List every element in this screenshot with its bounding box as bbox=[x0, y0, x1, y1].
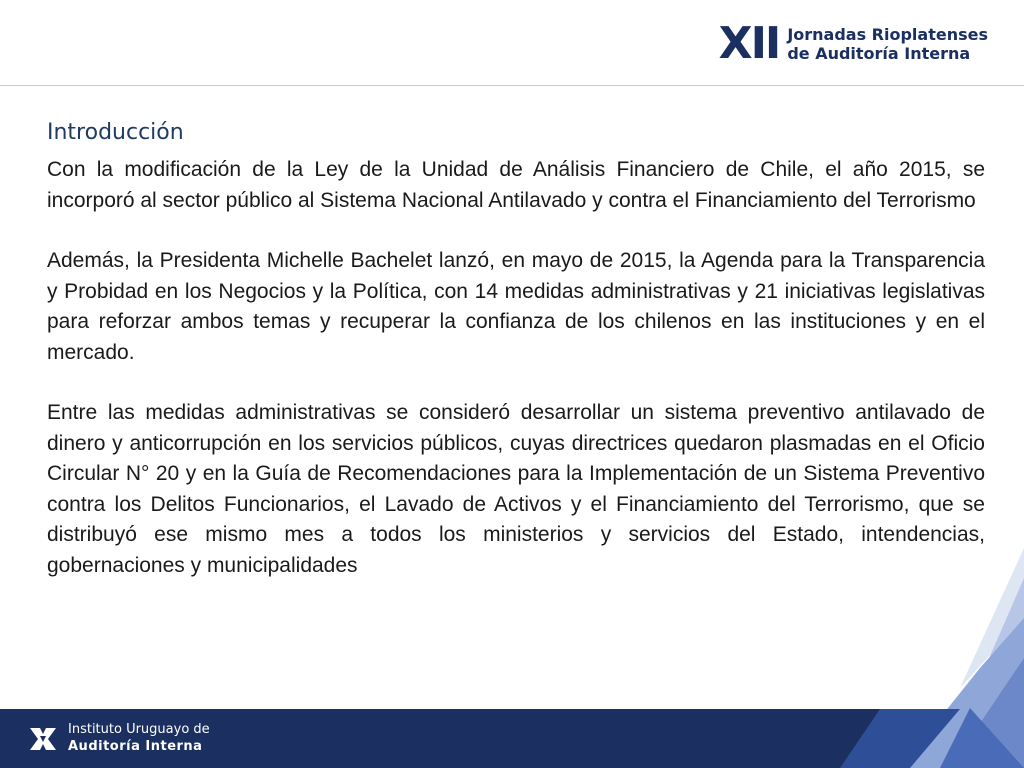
footer-org-line-1: Instituto Uruguayo de bbox=[68, 722, 210, 737]
slide-content bbox=[47, 118, 985, 611]
event-logo bbox=[718, 18, 988, 69]
event-logo-line-2: de Auditoría Interna bbox=[787, 44, 971, 63]
decorative-corner-shapes bbox=[840, 548, 1024, 768]
paragraph-1: Con la modificación de la Ley de la Unidad de Análisis Financiero de Chile, el año 2015, se incorporó al sector público al Sistema Nacional Antilavado y contra el Financiamiento del Terrorismo bbox=[47, 158, 985, 212]
footer-org-line-2: Auditoría Interna bbox=[68, 739, 203, 754]
event-logo-line-1: Jornadas Rioplatenses bbox=[787, 25, 988, 44]
event-logo-numeral: XII bbox=[718, 18, 780, 69]
paragraph-2: Además, la Presidenta Michelle Bachelet lanzó, en mayo de 2015, la Agenda para la Transparencia y Probidad en los Negocios y la Política, con 14 medidas administrativas y 21 iniciativas legislativas para reforzar ambos temas y recuperar la confianza de los chilenos en las instituciones y en el mercado. bbox=[47, 249, 985, 364]
iuai-logo-icon bbox=[28, 726, 58, 752]
paragraph-3: Entre las medidas administrativas se consideró desarrollar un sistema preventivo antilavado de dinero y anticorrupción en los servicios públicos, cuyas directrices quedaron plasmadas en el Oficio Circular N° 20 y en la Guía de Recomendaciones para la Implementación de un Sistema Preventivo contra los Delitos Funcionarios, el Lavado de Activos y el Financiamiento del Terrorismo, que se distribuyó ese mismo mes a todos los ministerios y servicios del Estado, intendencias, gobernaciones y municipalidades bbox=[47, 401, 985, 577]
footer-org-name bbox=[68, 722, 210, 755]
slide-title: Introducción bbox=[47, 120, 184, 145]
event-logo-text bbox=[787, 25, 988, 63]
header-divider bbox=[0, 85, 1024, 86]
slide-header bbox=[0, 0, 1024, 86]
